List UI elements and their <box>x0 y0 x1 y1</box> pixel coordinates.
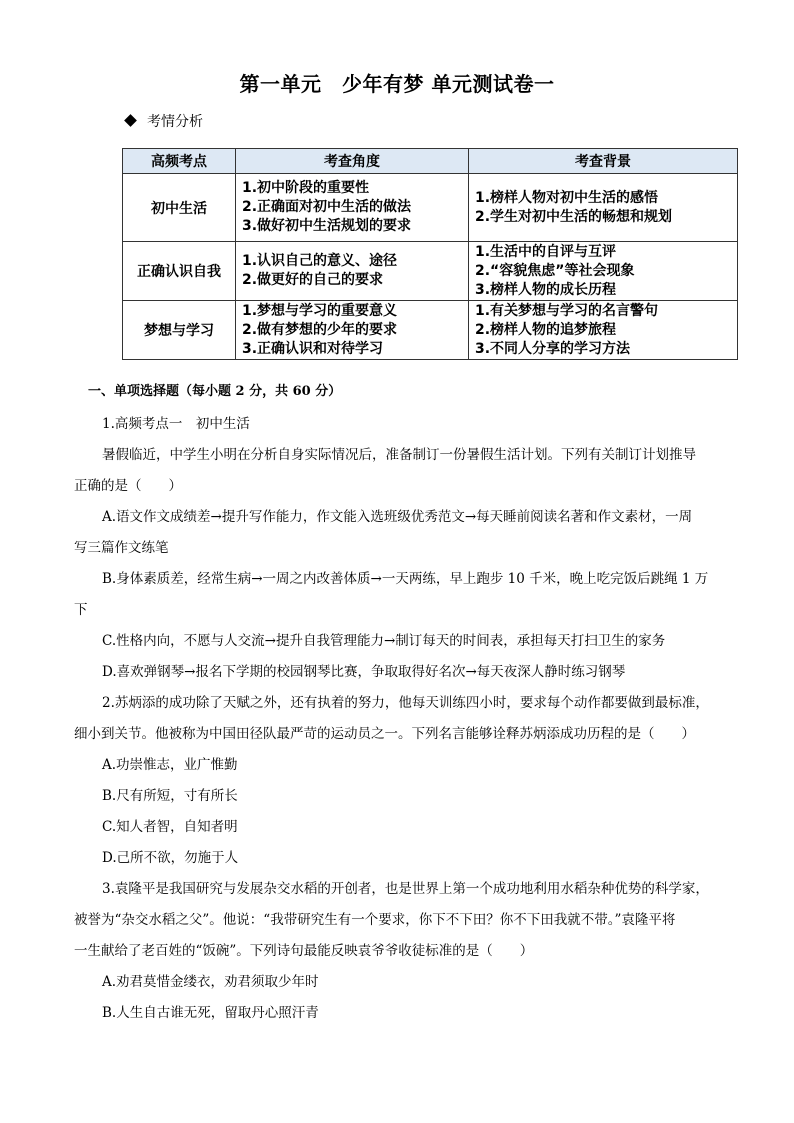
answer-option: B.尺有所短，寸有所长 <box>102 788 238 804</box>
answer-option: B.人生自古谁无死，留取丹心照汗青 <box>102 1005 319 1021</box>
exam-analysis-table <box>122 148 738 360</box>
question-stem: 暑假临近，中学生小明在分析自身实际情况后，准备制订一份暑假生活计划。下列有关制订计划推导 <box>102 447 696 463</box>
topic-cell: 正确认识自我 <box>123 242 236 301</box>
topic-cell: 梦想与学习 <box>123 301 236 360</box>
background-item: 2.“容貌焦虑”等社会现象 <box>475 262 635 279</box>
background-item: 3.不同人分享的学习方法 <box>475 340 631 357</box>
answer-option: A.语文作文成绩差→提升写作能力，作文能入选班级优秀范文→每天睡前阅读名著和作文素材，一周 <box>102 509 693 525</box>
background-item: 2.学生对初中生活的畅想和规划 <box>475 208 673 225</box>
angle-item: 3.做好初中生活规划的要求 <box>242 218 412 234</box>
background-item: 1.生活中的自评与互评 <box>475 243 617 260</box>
topic-cell: 初中生活 <box>123 174 236 242</box>
background-item: 1.榜样人物对初中生活的感悟 <box>475 189 659 206</box>
question-stem: 2.苏炳添的成功除了天赋之外，还有执着的努力，他每天训练四小时，要求每个动作都要做到最标准， <box>102 695 709 711</box>
analysis-heading-text: 考情分析 <box>147 114 203 130</box>
section-heading: 一、单项选择题（每小题 2 分，共 60 分） <box>88 384 342 399</box>
angle-cell <box>236 242 469 301</box>
background-item: 3.榜样人物的成长历程 <box>475 281 617 298</box>
table-header-cell: 高频考点 <box>123 149 236 174</box>
answer-option: C.性格内向，不愿与人交流→提升自我管理能力→制订每天的时间表，承担每天打扫卫生的家务 <box>102 633 666 649</box>
background-cell <box>469 301 738 360</box>
angle-item: 2.正确面对初中生活的做法 <box>242 199 412 215</box>
question-heading: 1.高频考点一 初中生活 <box>102 416 250 432</box>
background-item: 1.有关梦想与学习的名言警句 <box>475 302 659 319</box>
question-stem: 细小到关节。他被称为中国田径队最严苛的运动员之一。下列名言能够诠释苏炳添成功历程的是（ ） <box>74 726 695 742</box>
answer-option: D.己所不欲，勿施于人 <box>102 850 239 866</box>
background-cell <box>469 174 738 242</box>
angle-item: 2.做更好的自己的要求 <box>242 272 384 288</box>
question-stem: 一生献给了老百姓的“饭碗”。下列诗句最能反映袁爷爷收徒标准的是（ ） <box>74 943 534 959</box>
diamond-bullet-icon <box>124 114 137 127</box>
angle-cell <box>236 301 469 360</box>
table-header-row <box>123 149 738 174</box>
answer-option: C.知人者智，自知者明 <box>102 819 238 835</box>
question-stem: 正确的是（ ） <box>74 478 182 494</box>
angle-item: 3.正确认识和对待学习 <box>242 340 384 357</box>
table-header-cell: 考查背景 <box>469 149 738 174</box>
answer-option: A.劝君莫惜金缕衣，劝君须取少年时 <box>102 974 319 990</box>
answer-option: 写三篇作文练笔 <box>74 540 169 556</box>
answer-option: 下 <box>74 602 88 618</box>
background-cell <box>469 242 738 301</box>
table-row <box>123 301 738 360</box>
background-item: 2.榜样人物的追梦旅程 <box>475 321 617 338</box>
table-header-cell: 考查角度 <box>236 149 469 174</box>
angle-item: 1.初中阶段的重要性 <box>242 180 370 196</box>
answer-option: D.喜欢弹钢琴→报名下学期的校园钢琴比赛，争取取得好名次→每天夜深人静时练习钢琴 <box>102 664 626 680</box>
table-row <box>123 242 738 301</box>
page-title: 第一单元 少年有梦 单元测试卷一 <box>239 72 555 96</box>
answer-option: B.身体素质差，经常生病→一周之内改善体质→一天两练，早上跑步 10 千米，晚上吃完饭后跳绳 1 万 <box>102 571 709 587</box>
angle-cell <box>236 174 469 242</box>
table-row <box>123 174 738 242</box>
question-stem: 3.袁隆平是我国研究与发展杂交水稻的开创者，也是世界上第一个成功地利用水稻杂种优势的科学家， <box>102 881 709 897</box>
angle-item: 1.梦想与学习的重要意义 <box>242 302 398 319</box>
question-stem: 被誉为“杂交水稻之父”。他说：“我带研究生有一个要求，你下不下田？你不下田我就不带。”袁隆平将 <box>74 912 676 928</box>
analysis-heading <box>126 111 203 131</box>
angle-item: 1.认识自己的意义、途径 <box>242 253 398 269</box>
answer-option: A.功崇惟志，业广惟勤 <box>102 757 238 773</box>
angle-item: 2.做有梦想的少年的要求 <box>242 321 398 338</box>
